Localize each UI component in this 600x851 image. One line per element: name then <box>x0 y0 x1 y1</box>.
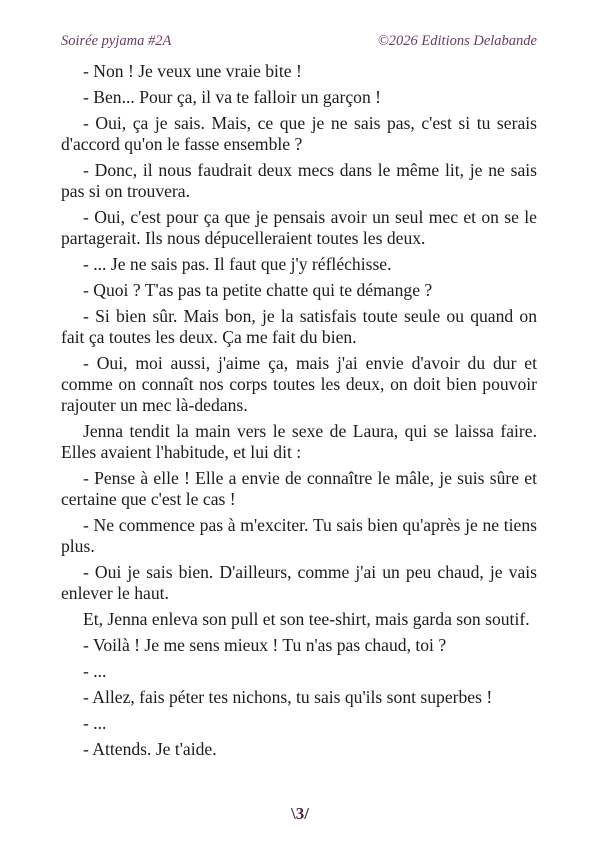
paragraph: - Ben... Pour ça, il va te falloir un garçon ! <box>83 87 382 107</box>
paragraph: - Oui, ça je sais. Mais, ce que je ne sais pas, c'est si tu serais d'accord qu'on le fasse ensemble ? <box>61 113 537 154</box>
paragraph: - Attends. Je t'aide. <box>83 739 217 759</box>
paragraph: - Oui, moi aussi, j'aime ça, mais j'ai envie d'avoir du dur et comme on connaît nos corps toutes les deux, on doit bien pouvoir rajouter un mec là-dedans. <box>61 353 537 415</box>
paragraph: - Oui, c'est pour ça que je pensais avoir un seul mec et on se le partagerait. Ils nous dépucelleraient toutes les deux. <box>61 207 537 248</box>
paragraph: - Voilà ! Je me sens mieux ! Tu n'as pas chaud, toi ? <box>83 635 447 655</box>
paragraph: - ... <box>83 661 107 681</box>
paragraph: - Oui je sais bien. D'ailleurs, comme j'ai un peu chaud, je vais enlever le haut. <box>61 562 537 603</box>
running-header <box>61 33 537 50</box>
paragraph: - Pense à elle ! Elle a envie de connaître le mâle, je suis sûre et certaine que c'est le cas ! <box>61 468 537 509</box>
paragraph: - Donc, il nous faudrait deux mecs dans le même lit, je ne sais pas si on trouvera. <box>61 160 537 201</box>
paragraph: - Allez, fais péter tes nichons, tu sais qu'ils sont superbes ! <box>83 687 493 707</box>
paragraph: - Ne commence pas à m'exciter. Tu sais bien qu'après je ne tiens plus. <box>61 515 537 556</box>
paragraph: - Non ! Je veux une vraie bite ! <box>83 61 302 81</box>
paragraph: - Si bien sûr. Mais bon, je la satisfais toute seule ou quand on fait ça toutes les deux. Ça me fait du bien. <box>61 306 537 347</box>
page-body <box>61 61 537 765</box>
paragraph: Jenna tendit la main vers le sexe de Laura, qui se laissa faire. Elles avaient l'habitude, et lui dit : <box>61 421 537 462</box>
paragraph: Et, Jenna enleva son pull et son tee-shirt, mais garda son soutif. <box>83 609 530 629</box>
page-number: \3/ <box>291 804 309 823</box>
book-title: Soirée pyjama #2A <box>61 33 172 49</box>
paragraph: - Quoi ? T'as pas ta petite chatte qui te démange ? <box>83 280 433 300</box>
copyright-notice: ©2026 Editions Delabande <box>377 33 537 49</box>
paragraph: - ... Je ne sais pas. Il faut que j'y réfléchisse. <box>83 254 392 274</box>
paragraph: - ... <box>83 713 107 733</box>
